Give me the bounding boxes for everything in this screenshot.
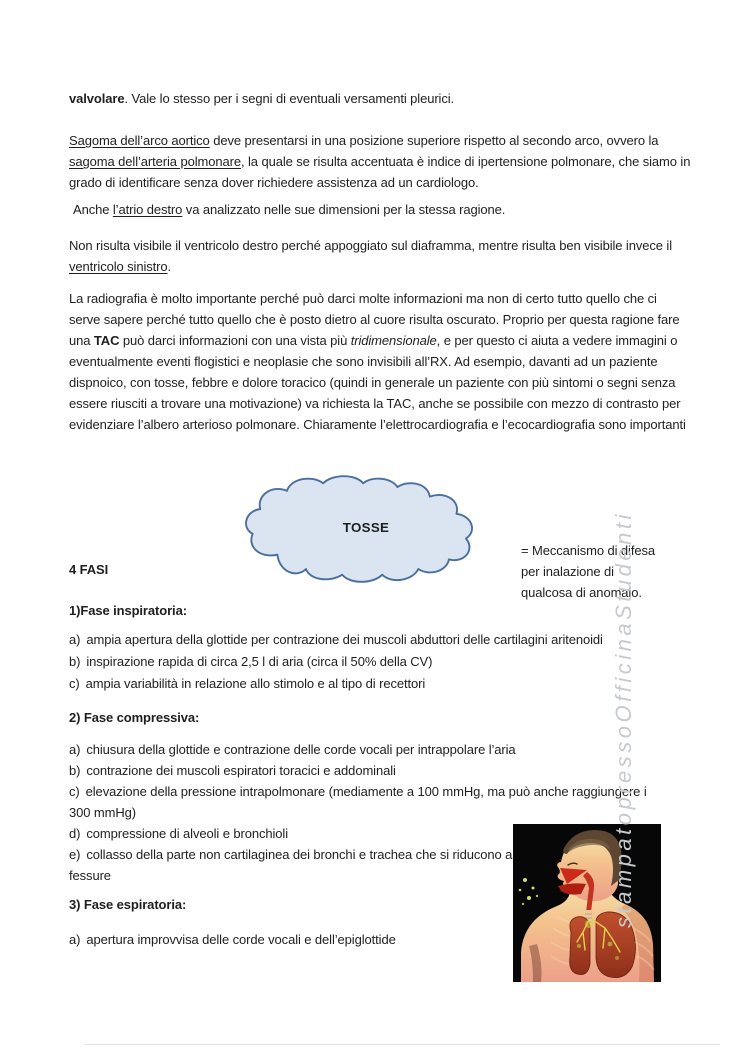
- paragraph-text: va analizzato nelle sue dimensioni per la stessa ragione.: [182, 202, 506, 217]
- list-item-text: ampia variabilità in relazione allo stimolo e al tipo di recettori: [85, 676, 426, 691]
- paragraph-atrio-destro: [73, 199, 695, 220]
- list-item-marker: c): [69, 784, 80, 799]
- underlined-term-arco-aortico: Sagoma dell’arco aortico: [69, 133, 210, 148]
- list-item-marker: d): [69, 826, 81, 841]
- tosse-cloud-callout: [233, 469, 499, 589]
- paragraph-text: Non risulta visibile il ventricolo destro perché appoggiato sul diaframma, mentre risulta ben visibile invece il: [69, 238, 672, 253]
- heading-fase-espiratoria: 3) Fase espiratoria:: [69, 897, 187, 912]
- coughing-anatomy-illustration: [513, 824, 661, 982]
- annotation-line: qualcosa di anomalo.: [521, 585, 642, 600]
- bold-term-tac: TAC: [93, 333, 120, 348]
- paragraph-text: può darci informazioni con una vista più: [119, 333, 351, 348]
- list-fase-espiratoria: [69, 929, 396, 950]
- underlined-term-arteria-polmonare: sagoma dell’arteria polmonare: [69, 154, 241, 169]
- paragraph-valvolare: [69, 88, 691, 109]
- list-item: [69, 739, 649, 760]
- paragraph-text: . Vale lo stesso per i segni di eventuali versamenti pleurici.: [124, 91, 455, 106]
- paragraph-text: Anche: [73, 202, 113, 217]
- list-item-text: compressione di alveoli e bronchioli: [86, 826, 288, 841]
- heading-4-fasi: 4 FASI: [69, 562, 109, 577]
- list-item-text: contrazione dei muscoli espiratori toracici e addominali: [86, 763, 396, 778]
- list-item-text: ampia apertura della glottide per contrazione dei muscoli abduttori delle cartilagini aritenoidi: [86, 632, 603, 647]
- cloud-annotation: [521, 540, 681, 603]
- list-item: [69, 844, 547, 886]
- watermark: stampatopressoOfficinaStudenti: [611, 511, 636, 928]
- list-item: [69, 629, 603, 651]
- page-edge-divider: [84, 1044, 720, 1045]
- paragraph-text: La radiografia è molto importante perché può darci molte informazioni ma non di certo tutto quello che ci serve sapere perché tutto quello che è posto dietro al cuore risulta oscurato. Proprio per questa ragione fare una: [69, 291, 680, 348]
- bold-term-valvolare: valvolare: [69, 91, 125, 106]
- list-item-marker: b): [69, 763, 81, 778]
- list-item: [69, 781, 649, 823]
- list-item-marker: b): [69, 654, 81, 669]
- list-item: [69, 673, 603, 695]
- list-item-text: elevazione della pressione intrapolmonare (mediamente a 100 mmHg, ma può anche raggiungere i 300 mmHg): [69, 784, 647, 820]
- paragraph-text: , la quale se risulta accentuata è indice di ipertensione polmonare, che siamo in grado di identificare senza dover richiedere assistenza ad un cardiologo.: [69, 154, 691, 190]
- list-item-marker: e): [69, 847, 81, 862]
- list-item-marker: c): [69, 676, 80, 691]
- list-item: [69, 760, 649, 781]
- list-item-text: apertura improvvisa delle corde vocali e dell’epiglottide: [86, 932, 396, 947]
- cloud-shape: [233, 469, 499, 589]
- heading-fase-inspiratoria: 1)Fase inspiratoria:: [69, 603, 187, 618]
- heading-fase-compressiva: 2) Fase compressiva:: [69, 710, 200, 725]
- paragraph-ventricoli: [69, 235, 691, 277]
- italic-term-tridimensionale: tridimensionale: [350, 333, 437, 348]
- annotation-line: = Meccanismo di difesa: [521, 543, 656, 558]
- paragraph-text: , e per questo ci aiuta a vedere immagini o eventualmente eventi flogistici e neoplasie che sono invisibili all’RX. Ad esempio, davanti ad un paziente dispnoico, con tosse, febbre e dolore toracico (quindi in generale un paziente con più sintomi o segni senza essere riusciti a trovare una motivazione) va richiesta la TAC, anche se possibile con mezzo di contrasto per evidenziare l’albero arterioso polmonare. Chiaramente l’elettrocardiografia e l’ecocardiografia sono importanti: [69, 333, 686, 432]
- underlined-term-atrio-destro: l’atrio destro: [112, 202, 183, 217]
- list-fase-inspiratoria: [69, 629, 603, 695]
- paragraph-text: deve presentarsi in una posizione superiore rispetto al secondo arco, ovvero la: [209, 133, 659, 148]
- list-item: [69, 651, 603, 673]
- list-item-marker: a): [69, 932, 81, 947]
- list-item: [69, 929, 396, 950]
- paragraph-text: .: [167, 259, 172, 274]
- list-item-text: chiusura della glottide e contrazione delle corde vocali per intrappolare l’aria: [86, 742, 516, 757]
- list-item-text: inspirazione rapida di circa 2,5 l di aria (circa il 50% della CV): [86, 654, 433, 669]
- paragraph-sagoma-aortica: [69, 130, 691, 193]
- list-item-text: collasso della parte non cartilaginea dei bronchi e trachea che si riducono a fessure: [69, 847, 513, 883]
- coughing-anatomy-image: [513, 824, 661, 982]
- annotation-line: per inalazione di: [521, 564, 614, 579]
- underlined-term-ventricolo-sinistro: ventricolo sinistro: [69, 259, 168, 274]
- paragraph-radiografia-tac: [69, 288, 691, 435]
- list-item-marker: a): [69, 632, 81, 647]
- cloud-label-tosse: TOSSE: [342, 519, 390, 535]
- list-item-marker: a): [69, 742, 81, 757]
